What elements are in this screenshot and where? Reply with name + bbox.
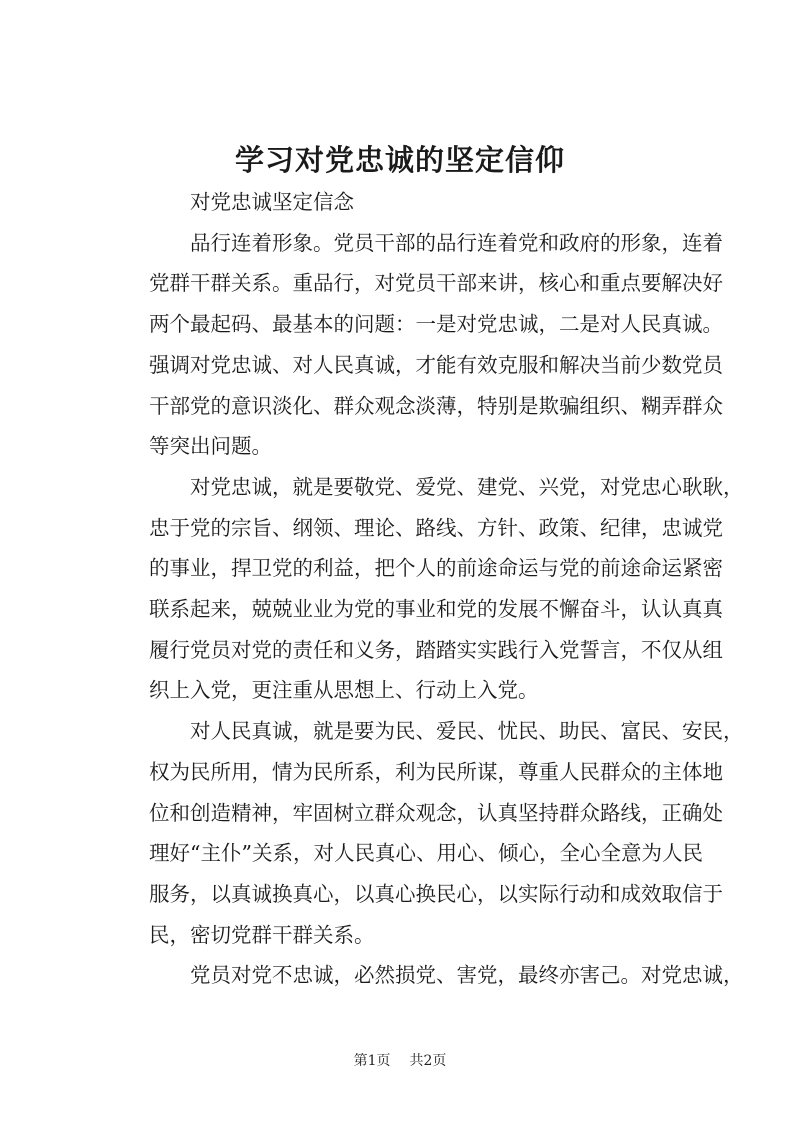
text-line: 履行党员对党的责任和义务，踏踏实实践行入党誓言，不仅从组 [149, 637, 723, 662]
total-pages: 共2页 [409, 1053, 447, 1069]
text-line: 品行连着形象。党员干部的品行连着党和政府的形象，连着 [190, 230, 723, 255]
text-line: 的事业，捍卫党的利益，把个人的前途命运与党的前途命运紧密 [149, 556, 723, 581]
text-line: 党员对党不忠诚，必然损党、害党，最终亦害己。对党忠诚， [190, 963, 744, 988]
text-line: 忠于党的宗旨、纲领、理论、路线、方针、政策、纪律，忠诚党 [149, 515, 723, 540]
paragraph-2 [108, 223, 723, 467]
text-line: 两个最起码、最基本的问题：一是对党忠诚，二是对人民真诚。 [149, 312, 723, 337]
text-line: 干部党的意识淡化、群众观念淡薄，特别是欺骗组织、糊弄群众 [149, 393, 723, 418]
text-line: 理好“主仆”关系，对人民真心、用心、倾心，全心全意为人民 [149, 841, 703, 866]
page-footer [0, 1050, 800, 1070]
paragraph-1 [108, 182, 708, 223]
document-body [108, 182, 744, 996]
page-number: 第1页 [353, 1053, 391, 1069]
text-line: 党群干群关系。重品行，对党员干部来讲，核心和重点要解决好 [149, 271, 723, 296]
text-line: 强调对党忠诚、对人民真诚，才能有效克服和解决当前少数党员 [149, 352, 723, 377]
text-line: 对人民真诚，就是要为民、爱民、忧民、助民、富民、安民， [190, 719, 744, 744]
paragraph-5 [108, 955, 744, 996]
text-line: 对党忠诚坚定信念 [190, 190, 354, 214]
paragraph-3 [108, 467, 744, 711]
text-line: 服务，以真诚换真心，以真心换民心，以实际行动和成效取信于 [149, 881, 723, 906]
document-title: 学习对党忠诚的坚定信仰 [234, 143, 565, 177]
text-line: 织上入党，更注重从思想上、行动上入党。 [149, 678, 539, 703]
text-line: 民，密切党群干群关系。 [149, 922, 375, 947]
text-line: 联系起来，兢兢业业为党的事业和党的发展不懈奋斗，认认真真 [149, 597, 723, 622]
text-line: 权为民所用，情为民所系，利为民所谋，尊重人民群众的主体地 [149, 759, 723, 784]
text-line: 位和创造精神，牢固树立群众观念，认真坚持群众路线，正确处 [149, 800, 723, 825]
text-line: 等突出问题。 [149, 434, 272, 459]
text-line: 对党忠诚，就是要敬党、爱党、建党、兴党，对党忠心耿耿， [190, 474, 744, 499]
paragraph-4 [108, 711, 744, 955]
